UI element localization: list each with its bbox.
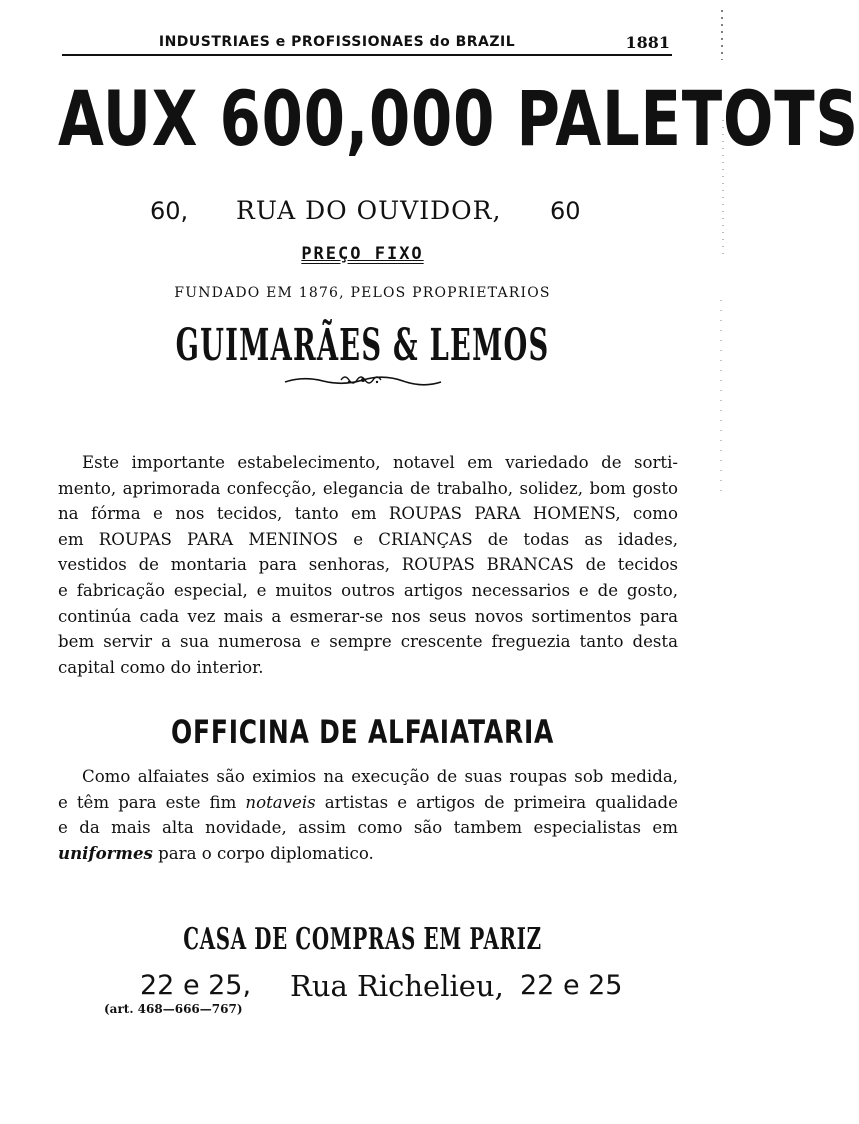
firm-name bbox=[0, 318, 725, 374]
paragraph-line: mento, aprimorada confecção, elegancia de trabalho, solidez, bom gosto bbox=[58, 478, 678, 498]
address-street: RUA DO OUVIDOR, bbox=[236, 196, 502, 225]
emphasis-text: uniformes bbox=[58, 842, 153, 863]
page-edge-speckle bbox=[713, 0, 725, 520]
running-header-title: INDUSTRIAES e PROFISSIONAES do BRAZIL bbox=[158, 34, 516, 50]
paris-house-text: CASA DE COMPRAS EM PARIZ bbox=[183, 922, 542, 957]
section-title-text: OFFICINA DE ALFAIATARIA bbox=[170, 713, 555, 751]
headline: AUX 600,000 PALETOTS bbox=[58, 74, 859, 163]
paris-number-right: 22 e 25 bbox=[520, 970, 623, 1001]
paragraph-line: Este importante estabelecimento, notavel em variedado de sorti- bbox=[82, 453, 678, 472]
running-header bbox=[62, 32, 672, 56]
section-title bbox=[0, 712, 725, 752]
preco-fixo: PREÇO FIXO bbox=[301, 244, 424, 264]
line-segment: para o corpo diplomatico. bbox=[152, 843, 374, 863]
paris-house-title bbox=[0, 920, 725, 960]
paragraph-line bbox=[58, 841, 678, 867]
paragraph-line: Como alfaiates são eximios na execução de suas roupas sob medida, bbox=[82, 767, 678, 786]
paragraph-line: em ROUPAS PARA MENINOS e CRIANÇAS de todas as idades, bbox=[58, 529, 678, 549]
paragraph-line: e da mais alta novidade, assim como são tambem especialistas em bbox=[58, 818, 678, 838]
paris-street: Rua Richelieu, bbox=[290, 969, 504, 1003]
paragraph-line: continúa cada vez mais a esmerar-se nos seus novos sortimentos para bbox=[58, 606, 678, 626]
line-segment: artistas e artigos de primeira qualidade bbox=[315, 792, 679, 812]
paragraph-line: capital como do interior. bbox=[58, 657, 264, 677]
paragraph-line: vestidos de montaria para senhoras, ROUPAS BRANCAS de tecidos bbox=[58, 555, 678, 575]
paragraph-line: bem servir a sua numerosa e sempre crescente freguezia tanto desta bbox=[58, 632, 678, 652]
paragraph-line bbox=[58, 790, 678, 816]
founded-line: FUNDADO EM 1876, PELOS PROPRIETARIOS bbox=[174, 285, 551, 301]
article-reference: (art. 468—666—767) bbox=[104, 1002, 243, 1016]
address-number-right: 60 bbox=[550, 197, 581, 225]
tailoring-paragraph bbox=[58, 764, 678, 866]
paragraph-line: e fabricação especial, e muitos outros artigos necessarios e de gosto, bbox=[58, 580, 678, 600]
firm-name-text: GUIMARÃES & LEMOS bbox=[175, 320, 550, 371]
emphasis-text: notaveis bbox=[245, 792, 316, 812]
paris-number-left: 22 e 25, bbox=[140, 970, 252, 1001]
ornament-flourish-icon bbox=[283, 372, 443, 388]
paragraph-line: na fórma e nos tecidos, tanto em ROUPAS PARA HOMENS, como bbox=[58, 504, 678, 524]
address-number-left: 60, bbox=[150, 197, 189, 225]
line-segment: e têm para este fim bbox=[58, 792, 246, 812]
page-year: 1881 bbox=[625, 33, 670, 52]
description-paragraph bbox=[58, 450, 678, 680]
